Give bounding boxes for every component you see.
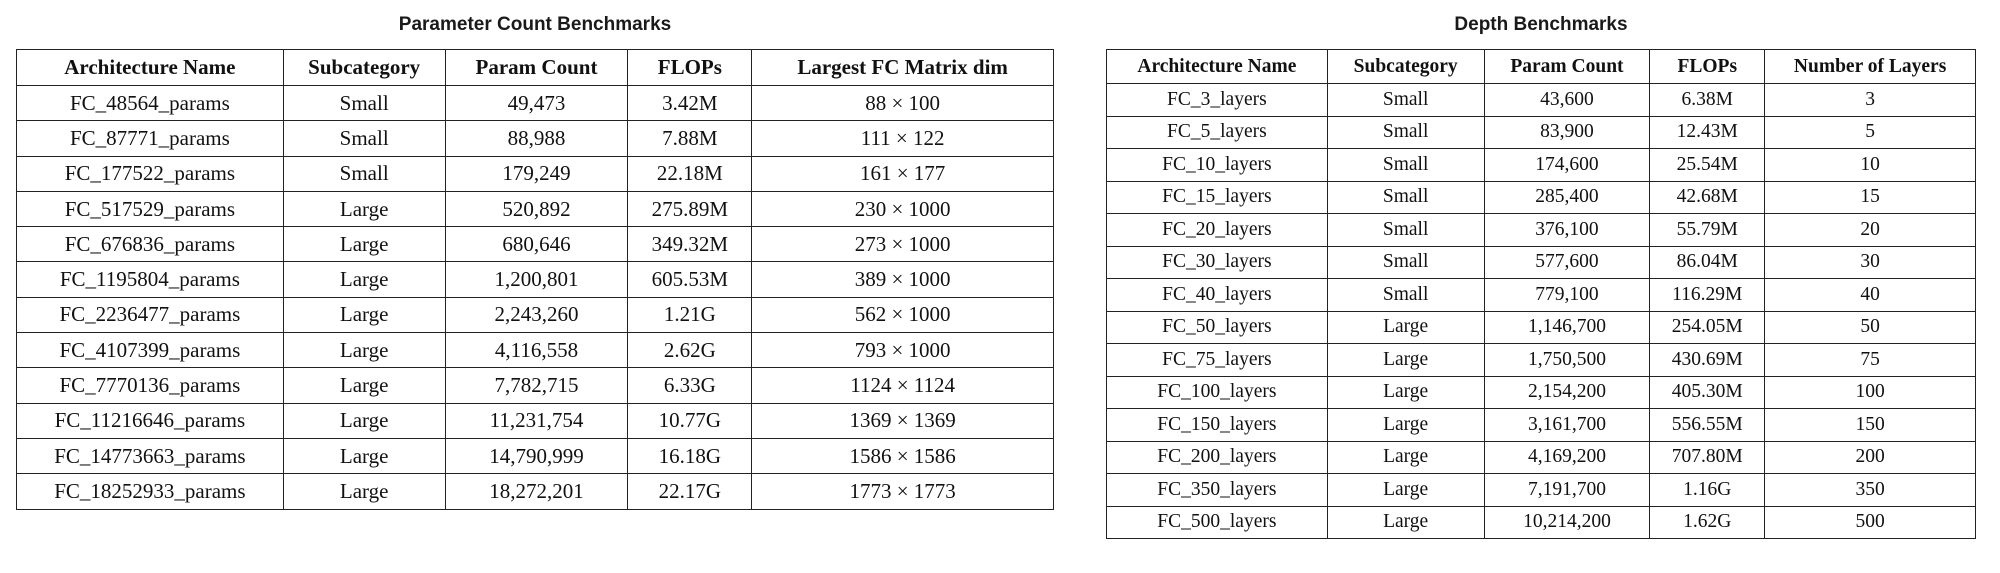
table-cell: 1,200,801 — [445, 262, 628, 297]
depth-table — [1106, 49, 1976, 539]
table-cell: FC_350_layers — [1107, 474, 1328, 507]
column-header: Subcategory — [1327, 50, 1484, 84]
table-cell: 179,249 — [445, 156, 628, 191]
table-cell: 10.77G — [628, 403, 752, 438]
table-cell: FC_2236477_params — [17, 297, 284, 332]
column-header: Number of Layers — [1765, 50, 1976, 84]
table-cell: FC_500_layers — [1107, 506, 1328, 539]
table-cell: FC_200_layers — [1107, 441, 1328, 474]
table-cell: Large — [1327, 344, 1484, 377]
table-cell: FC_517529_params — [17, 191, 284, 226]
table-cell: 405.30M — [1650, 376, 1765, 409]
table-cell: FC_11216646_params — [17, 403, 284, 438]
table-cell: 562 × 1000 — [752, 297, 1054, 332]
table-cell: FC_15_layers — [1107, 181, 1328, 214]
table-cell: 40 — [1765, 279, 1976, 312]
table-cell: 10 — [1765, 149, 1976, 182]
table-cell: 116.29M — [1650, 279, 1765, 312]
table-cell: Large — [283, 191, 445, 226]
table-cell: Small — [283, 86, 445, 121]
table-cell: 3,161,700 — [1484, 409, 1650, 442]
table-cell: 7.88M — [628, 121, 752, 156]
table-cell: 7,191,700 — [1484, 474, 1650, 507]
table-cell: Large — [283, 438, 445, 473]
table-cell: Small — [1327, 246, 1484, 279]
table-row — [17, 333, 1054, 368]
table-cell: FC_5_layers — [1107, 116, 1328, 149]
table-row — [17, 403, 1054, 438]
table-cell: FC_75_layers — [1107, 344, 1328, 377]
table-cell: 42.68M — [1650, 181, 1765, 214]
table-cell: 10,214,200 — [1484, 506, 1650, 539]
table-cell: 3 — [1765, 84, 1976, 117]
table-row — [1107, 344, 1976, 377]
parameter-count-table — [16, 49, 1054, 510]
table-cell: 55.79M — [1650, 214, 1765, 247]
table-cell: 2,243,260 — [445, 297, 628, 332]
table-row — [1107, 181, 1976, 214]
table-cell: 793 × 1000 — [752, 333, 1054, 368]
column-header: Param Count — [1484, 50, 1650, 84]
table-header-row — [1107, 50, 1976, 84]
table-row — [17, 191, 1054, 226]
table-cell: FC_40_layers — [1107, 279, 1328, 312]
table-row — [17, 262, 1054, 297]
table-cell: Small — [1327, 149, 1484, 182]
table-cell: 100 — [1765, 376, 1976, 409]
table-cell: 707.80M — [1650, 441, 1765, 474]
table-cell: 6.33G — [628, 368, 752, 403]
table-cell: 1.21G — [628, 297, 752, 332]
table-cell: 3.42M — [628, 86, 752, 121]
table-cell: Large — [283, 368, 445, 403]
table-cell: 11,231,754 — [445, 403, 628, 438]
table-row — [1107, 116, 1976, 149]
table-cell: 577,600 — [1484, 246, 1650, 279]
table-row — [1107, 474, 1976, 507]
parameter-count-title: Parameter Count Benchmarks — [398, 14, 672, 35]
table-cell: 680,646 — [445, 227, 628, 262]
table-cell: 150 — [1765, 409, 1976, 442]
table-cell: 1,146,700 — [1484, 311, 1650, 344]
table-cell: 230 × 1000 — [752, 191, 1054, 226]
table-cell: Small — [1327, 84, 1484, 117]
table-row — [1107, 214, 1976, 247]
table-cell: 86.04M — [1650, 246, 1765, 279]
table-cell: Large — [283, 227, 445, 262]
table-cell: Small — [1327, 214, 1484, 247]
table-cell: Large — [283, 333, 445, 368]
column-header: Architecture Name — [17, 50, 284, 86]
table-row — [1107, 409, 1976, 442]
table-row — [1107, 376, 1976, 409]
table-cell: Large — [1327, 474, 1484, 507]
table-row — [17, 227, 1054, 262]
table-row — [1107, 441, 1976, 474]
table-cell: 18,272,201 — [445, 474, 628, 509]
table-row — [1107, 84, 1976, 117]
table-row — [1107, 279, 1976, 312]
column-header: Subcategory — [283, 50, 445, 86]
table-cell: 1,750,500 — [1484, 344, 1650, 377]
table-cell: FC_150_layers — [1107, 409, 1328, 442]
table-cell: Large — [1327, 441, 1484, 474]
column-header: Largest FC Matrix dim — [752, 50, 1054, 86]
column-header: Architecture Name — [1107, 50, 1328, 84]
table-cell: 1.62G — [1650, 506, 1765, 539]
table-cell: 22.17G — [628, 474, 752, 509]
table-cell: 430.69M — [1650, 344, 1765, 377]
table-cell: Large — [283, 403, 445, 438]
table-cell: 1124 × 1124 — [752, 368, 1054, 403]
table-row — [1107, 149, 1976, 182]
table-cell: 174,600 — [1484, 149, 1650, 182]
table-cell: 2,154,200 — [1484, 376, 1650, 409]
table-row — [17, 86, 1054, 121]
table-cell: 20 — [1765, 214, 1976, 247]
table-cell: Large — [283, 297, 445, 332]
table-cell: 15 — [1765, 181, 1976, 214]
table-row — [1107, 311, 1976, 344]
table-cell: 88 × 100 — [752, 86, 1054, 121]
table-cell: Small — [1327, 116, 1484, 149]
table-cell: 779,100 — [1484, 279, 1650, 312]
table-cell: FC_177522_params — [17, 156, 284, 191]
table-row — [1107, 506, 1976, 539]
table-cell: Small — [1327, 279, 1484, 312]
table-cell: FC_1195804_params — [17, 262, 284, 297]
table-cell: 43,600 — [1484, 84, 1650, 117]
table-cell: 2.62G — [628, 333, 752, 368]
column-header: FLOPs — [1650, 50, 1765, 84]
table-cell: FC_4107399_params — [17, 333, 284, 368]
table-cell: 30 — [1765, 246, 1976, 279]
table-cell: 285,400 — [1484, 181, 1650, 214]
column-header: FLOPs — [628, 50, 752, 86]
table-row — [17, 368, 1054, 403]
table-cell: 389 × 1000 — [752, 262, 1054, 297]
table-cell: FC_100_layers — [1107, 376, 1328, 409]
table-cell: 350 — [1765, 474, 1976, 507]
table-cell: 5 — [1765, 116, 1976, 149]
table-row — [17, 438, 1054, 473]
table-cell: 275.89M — [628, 191, 752, 226]
table-cell: FC_50_layers — [1107, 311, 1328, 344]
table-cell: 1773 × 1773 — [752, 474, 1054, 509]
table-cell: 7,782,715 — [445, 368, 628, 403]
table-cell: 22.18M — [628, 156, 752, 191]
table-cell: 88,988 — [445, 121, 628, 156]
table-cell: 14,790,999 — [445, 438, 628, 473]
table-row — [17, 121, 1054, 156]
table-row — [17, 156, 1054, 191]
table-cell: 50 — [1765, 311, 1976, 344]
table-row — [17, 474, 1054, 509]
table-cell: 1586 × 1586 — [752, 438, 1054, 473]
table-cell: Small — [1327, 181, 1484, 214]
table-cell: 273 × 1000 — [752, 227, 1054, 262]
table-cell: FC_18252933_params — [17, 474, 284, 509]
table-cell: FC_48564_params — [17, 86, 284, 121]
table-cell: 4,169,200 — [1484, 441, 1650, 474]
table-cell: 49,473 — [445, 86, 628, 121]
column-header: Param Count — [445, 50, 628, 86]
table-cell: 254.05M — [1650, 311, 1765, 344]
table-cell: 556.55M — [1650, 409, 1765, 442]
table-row — [17, 297, 1054, 332]
table-cell: 83,900 — [1484, 116, 1650, 149]
table-row — [1107, 246, 1976, 279]
table-cell: Large — [283, 262, 445, 297]
table-cell: FC_3_layers — [1107, 84, 1328, 117]
table-cell: 75 — [1765, 344, 1976, 377]
table-cell: FC_14773663_params — [17, 438, 284, 473]
table-cell: 4,116,558 — [445, 333, 628, 368]
table-cell: Large — [1327, 409, 1484, 442]
table-cell: 376,100 — [1484, 214, 1650, 247]
table-cell: 111 × 122 — [752, 121, 1054, 156]
table-cell: Large — [1327, 311, 1484, 344]
table-cell: FC_20_layers — [1107, 214, 1328, 247]
depth-title: Depth Benchmarks — [1454, 14, 1628, 35]
table-cell: 25.54M — [1650, 149, 1765, 182]
table-cell: 1369 × 1369 — [752, 403, 1054, 438]
table-cell: 16.18G — [628, 438, 752, 473]
table-cell: Large — [283, 474, 445, 509]
table-cell: Small — [283, 156, 445, 191]
table-cell: 200 — [1765, 441, 1976, 474]
table-cell: 1.16G — [1650, 474, 1765, 507]
table-cell: 605.53M — [628, 262, 752, 297]
table-header-row — [17, 50, 1054, 86]
table-cell: 500 — [1765, 506, 1976, 539]
table-cell: FC_30_layers — [1107, 246, 1328, 279]
table-cell: Small — [283, 121, 445, 156]
table-cell: 12.43M — [1650, 116, 1765, 149]
table-cell: FC_7770136_params — [17, 368, 284, 403]
table-cell: FC_10_layers — [1107, 149, 1328, 182]
table-cell: FC_676836_params — [17, 227, 284, 262]
table-cell: Large — [1327, 376, 1484, 409]
table-cell: 161 × 177 — [752, 156, 1054, 191]
table-cell: 6.38M — [1650, 84, 1765, 117]
table-cell: 349.32M — [628, 227, 752, 262]
table-cell: FC_87771_params — [17, 121, 284, 156]
table-cell: 520,892 — [445, 191, 628, 226]
table-cell: Large — [1327, 506, 1484, 539]
